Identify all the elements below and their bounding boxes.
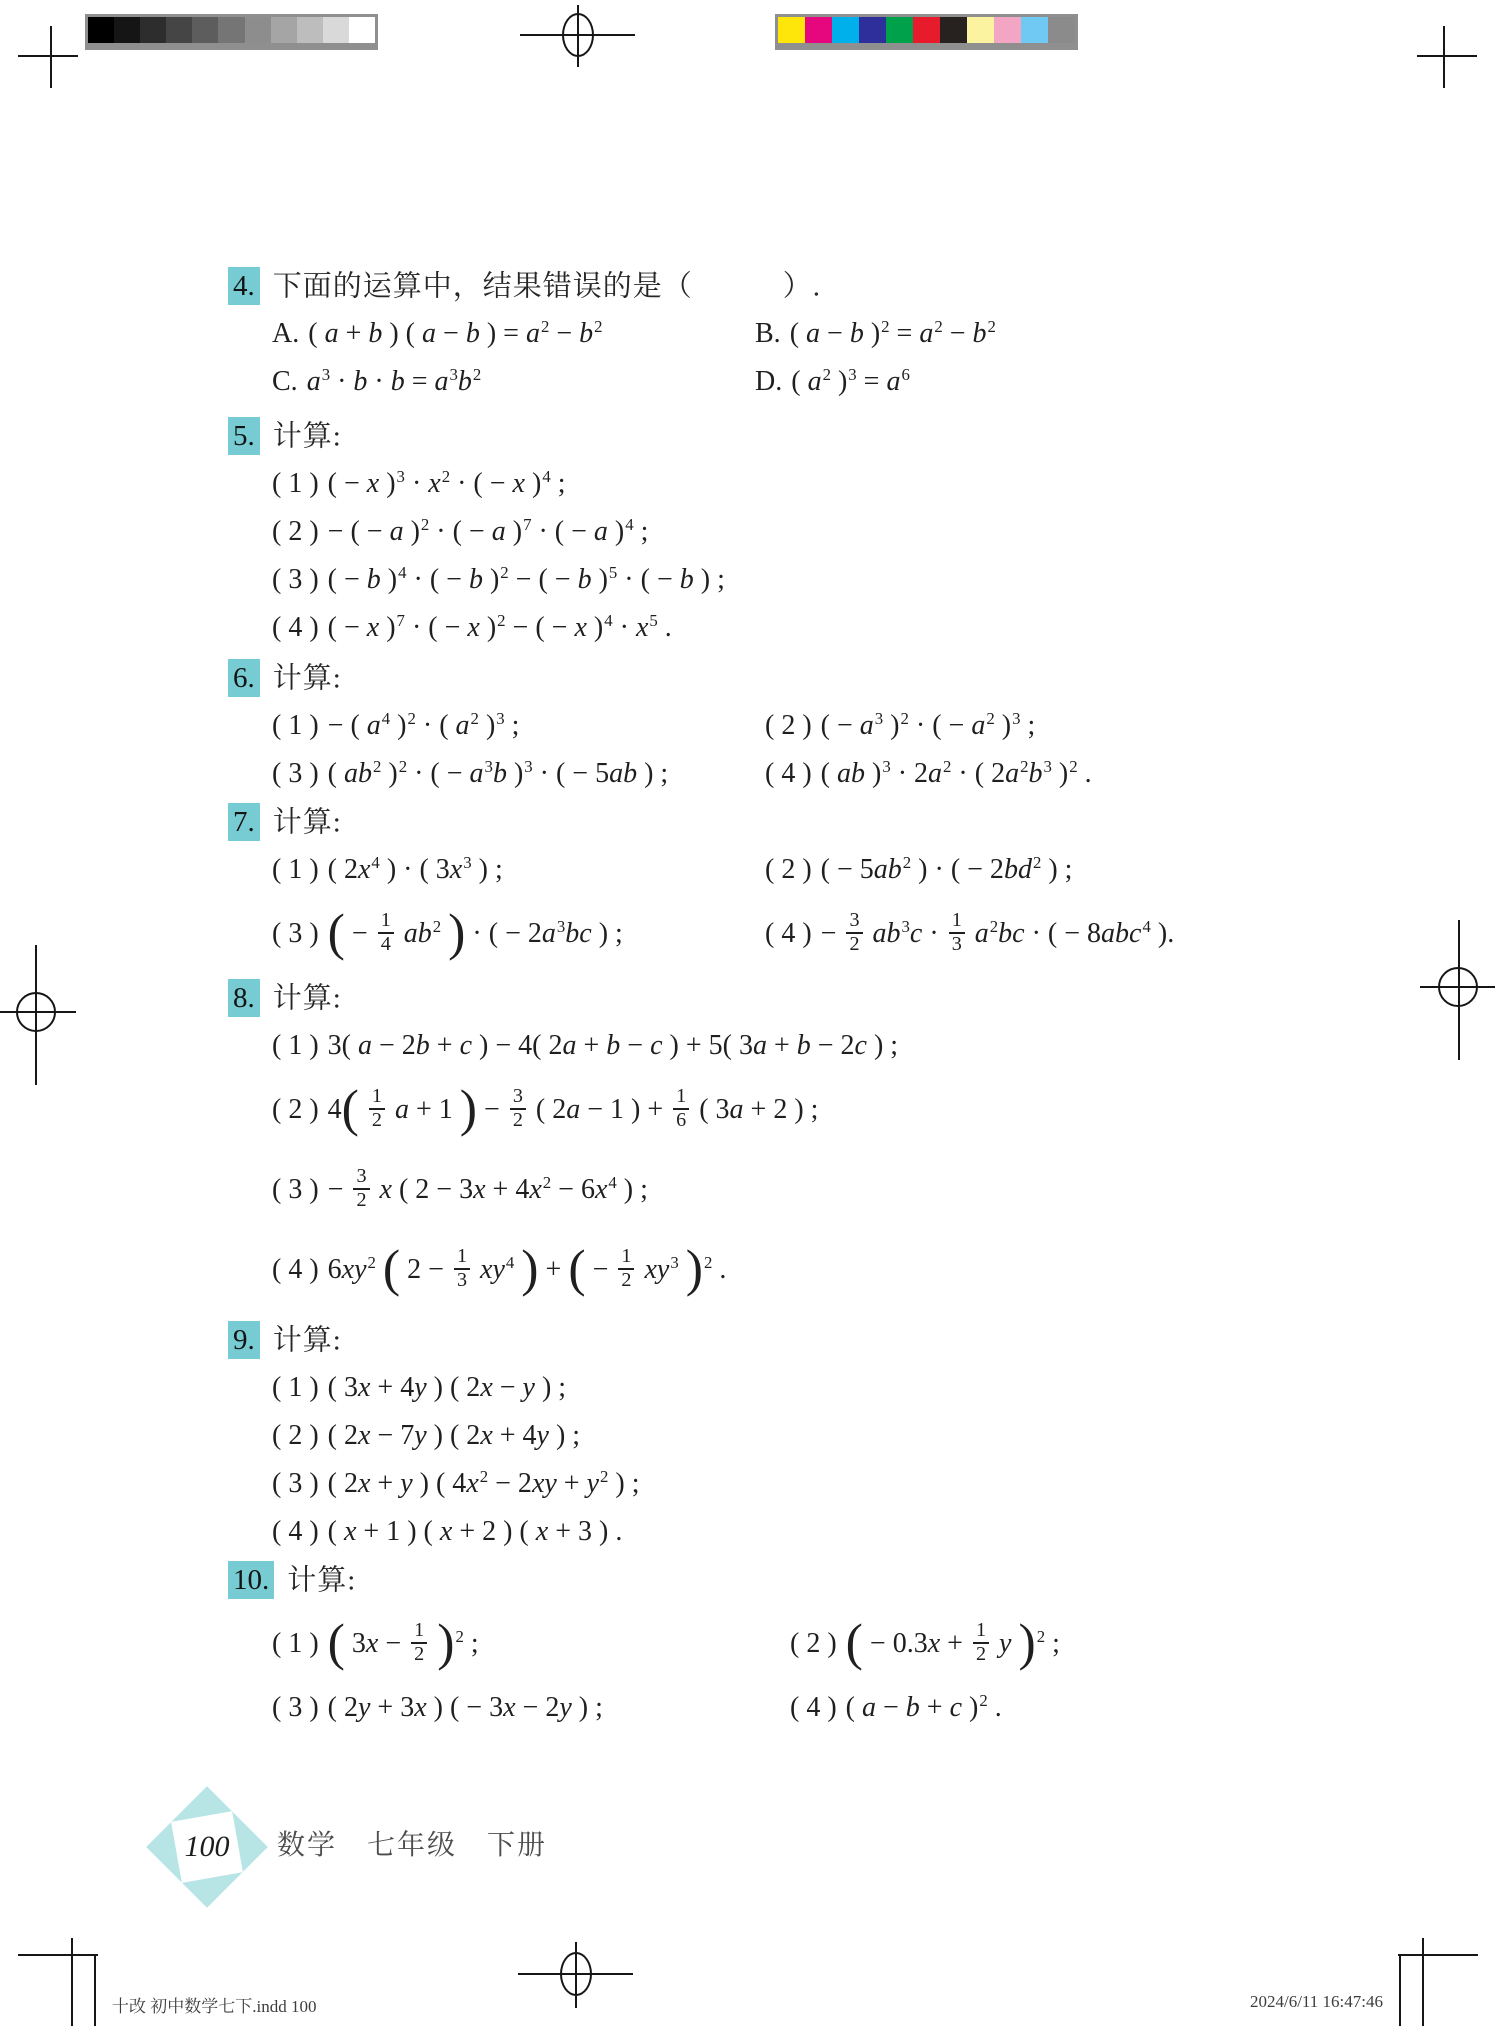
color-swatch [859, 17, 886, 43]
problem-item-row [228, 1412, 1303, 1460]
problem-item [272, 702, 765, 750]
problem-item [765, 750, 1303, 798]
item-expression: ( a − b + c )$^2$ . [845, 1690, 1002, 1723]
item-expression: − ( − a )$^2$ · ( − a )$^7$ · ( − a )$^4$ ; [327, 514, 649, 547]
item-expression: ( a + b ) ( a − b ) = $a^2 - b^2$ [308, 316, 603, 349]
problem-number-badge: 10. [228, 1561, 274, 1599]
problem-item-row [228, 1604, 1303, 1684]
problem-item-row [228, 604, 1303, 652]
item-expression: $a^3 \cdot b \cdot b = a^3b^2$ [306, 364, 482, 397]
item-tag: C. [272, 366, 298, 397]
color-swatch [805, 17, 832, 43]
item-expression: ( a − b )$^2 = a^2 - b^2$ [789, 316, 996, 349]
item-tag: A. [272, 318, 300, 349]
problem-7 [228, 798, 1303, 974]
item-expression: 3( a − 2b + c ) − 4( 2a + b − c ) + 5( 3a + b − 2c ) ; [327, 1030, 899, 1061]
problem-item [272, 468, 565, 499]
problem-8 [228, 974, 1303, 1310]
problem-item [272, 846, 765, 894]
imprint-filename: 十改 初中数学七下.indd 100 [112, 1997, 317, 2016]
problem-item-row [228, 1684, 1303, 1732]
problem-stem: 计算: [272, 806, 342, 839]
grayscale-swatch [88, 17, 114, 43]
grayscale-calibration-bar [85, 14, 378, 50]
problem-item-row [228, 750, 1303, 798]
problem-item-row [228, 846, 1303, 894]
problem-6 [228, 654, 1303, 798]
item-expression: ( 2x − 7y ) ( 2x + 4y ) ; [327, 1420, 581, 1451]
problem-number-badge: 7. [228, 803, 260, 841]
problem-item [272, 894, 765, 974]
problem-stem: 计算: [272, 982, 342, 1015]
item-tag: ( 1 ) [272, 854, 319, 885]
problem-item-row [228, 310, 1303, 358]
problem-item [765, 702, 1303, 750]
item-tag: ( 4 ) [272, 1254, 319, 1285]
problem-item [272, 750, 765, 798]
color-swatch [778, 17, 805, 43]
grayscale-swatch [245, 17, 271, 43]
grayscale-swatch [297, 17, 323, 43]
color-swatch [1048, 17, 1075, 43]
color-swatch [1021, 17, 1048, 43]
problem-item [272, 564, 725, 595]
problem-item-row [228, 1364, 1303, 1412]
item-expression: ( 3x − $\frac{1}{2}$ )$^2$ ; [327, 1614, 479, 1672]
problem-header [228, 412, 1303, 460]
problem-item [272, 358, 755, 406]
color-calibration-bar [775, 14, 1078, 50]
item-expression: ( − $a^3$ )$^2$ · ( − $a^2$ )$^3$ ; [820, 708, 1036, 741]
problem-item-row [228, 1070, 1303, 1150]
problem-item [272, 1420, 580, 1451]
item-tag: ( 1 ) [272, 1372, 319, 1403]
problem-number-badge: 9. [228, 1321, 260, 1359]
problem-item-row [228, 1150, 1303, 1230]
color-swatch [913, 17, 940, 43]
problem-item-row [228, 894, 1303, 974]
problem-item [272, 1240, 727, 1298]
item-tag: ( 1 ) [272, 468, 319, 499]
problem-5 [228, 412, 1303, 652]
item-tag: ( 2 ) [765, 854, 812, 885]
item-expression: 4( $\frac{1}{2}$ a + 1 ) − $\frac{3}{2}$ ( 2a − 1 ) + $\frac{1}{6}$ ( 3a + 2 ) ; [327, 1080, 819, 1138]
item-expression: ( − x )$^7$ · ( − x )$^2$ − ( − x )$^4 \cdot x^5$ . [327, 610, 672, 643]
problem-item [272, 1468, 640, 1499]
item-tag: ( 4 ) [790, 1692, 837, 1723]
problem-header [228, 798, 1303, 846]
problem-stem: 下面的运算中，结果错误的是（ ）. [272, 270, 822, 303]
item-expression: ( − b )$^4$ · ( − b )$^2$ − ( − b )$^5$ · ( − b ) ; [327, 562, 725, 595]
grayscale-swatch [323, 17, 349, 43]
item-tag: ( 4 ) [272, 1516, 319, 1547]
problem-header [228, 1556, 1303, 1604]
item-tag: B. [755, 318, 781, 349]
problem-item-row [228, 556, 1303, 604]
page-number: 100 [184, 1830, 230, 1863]
item-expression: ( 3x + 4y ) ( 2x − y ) ; [327, 1372, 567, 1403]
problem-header [228, 974, 1303, 1022]
grayscale-swatch [140, 17, 166, 43]
problem-item [272, 516, 648, 547]
problem-header [228, 654, 1303, 702]
book-label: 数学 七年级 下册 [277, 1830, 548, 1861]
item-tag: ( 2 ) [272, 516, 319, 547]
problem-10 [228, 1556, 1303, 1732]
grayscale-swatch [192, 17, 218, 43]
problem-item [272, 1164, 648, 1211]
problem-item [272, 1516, 622, 1547]
item-tag: ( 1 ) [272, 1628, 319, 1659]
color-swatch [994, 17, 1021, 43]
problem-item-row [228, 702, 1303, 750]
problem-number-badge: 8. [228, 979, 260, 1017]
item-tag: ( 4 ) [272, 612, 319, 643]
problem-number-badge: 6. [228, 659, 260, 697]
problem-header [228, 1316, 1303, 1364]
problem-item [755, 310, 1303, 358]
problem-item-row [228, 1230, 1303, 1310]
problem-item [790, 1604, 1303, 1684]
item-tag: ( 3 ) [272, 1174, 319, 1205]
item-tag: ( 3 ) [272, 1468, 319, 1499]
item-expression: ( − $5ab^2$ ) · ( − $2bd^2$ ) ; [820, 852, 1073, 885]
problem-number-badge: 5. [228, 417, 260, 455]
color-swatch [832, 17, 859, 43]
item-expression: ( ab )$^3 \cdot 2a^2$ · ( $2a^2b^3$ )$^2$ . [820, 756, 1092, 789]
problem-item-row [228, 1460, 1303, 1508]
problems-list [228, 262, 1303, 1732]
problem-item-row [228, 1022, 1303, 1070]
item-expression: $6xy^2$ ( 2 − $\frac{1}{3}$ $xy^4$ ) + ( − $\frac{1}{2}$ $xy^3$ )$^2$ . [327, 1240, 727, 1298]
item-expression: − $\frac{3}{2}$ x ( $2 - 3x + 4x^2 - 6x^4$ ) ; [327, 1164, 648, 1211]
problem-item-row [228, 460, 1303, 508]
item-tag: ( 4 ) [765, 758, 812, 789]
item-tag: ( 2 ) [765, 710, 812, 741]
item-expression: ( − 0.3x + $\frac{1}{2}$ y )$^2$ ; [845, 1614, 1060, 1672]
item-tag: ( 1 ) [272, 710, 319, 741]
item-tag: ( 1 ) [272, 1030, 319, 1061]
problem-item [272, 612, 672, 643]
problem-item [272, 310, 755, 358]
problem-item [272, 1030, 898, 1061]
problem-stem: 计算: [272, 1324, 342, 1357]
item-tag: ( 2 ) [272, 1094, 319, 1125]
item-expression: ( 2y + 3x ) ( − 3x − 2y ) ; [327, 1692, 603, 1723]
grayscale-swatch [166, 17, 192, 43]
item-tag: ( 2 ) [272, 1420, 319, 1451]
item-expression: ( − x )$^3 \cdot x^2$ · ( − x )$^4$ ; [327, 466, 566, 499]
problem-item-row [228, 358, 1303, 406]
imprint-timestamp: 2024/6/11 16:47:46 [1249, 1992, 1383, 2011]
item-tag: ( 3 ) [272, 758, 319, 789]
problem-item-row [228, 1508, 1303, 1556]
color-swatch [967, 17, 994, 43]
item-expression: ( $ab^2$ )$^2$ · ( − $a^3b$ )$^3$ · ( − 5ab ) ; [327, 756, 669, 789]
problem-item [765, 846, 1303, 894]
problem-item [755, 358, 1303, 406]
item-tag: ( 3 ) [272, 564, 319, 595]
grayscale-swatch [349, 17, 375, 43]
item-expression: ( − $\frac{1}{4}$ $ab^2$ ) · ( − $2a^3bc$ ) ; [327, 904, 623, 962]
item-expression: ( $a^2$ )$^3 = a^6$ [791, 364, 910, 397]
item-expression: ( $2x^4$ ) · ( $3x^3$ ) ; [327, 852, 503, 885]
problem-item [272, 1372, 566, 1403]
problem-item [272, 1684, 790, 1732]
problem-item-row [228, 508, 1303, 556]
problem-9 [228, 1316, 1303, 1556]
grayscale-swatch [218, 17, 244, 43]
problem-stem: 计算: [272, 662, 342, 695]
item-tag: ( 4 ) [765, 918, 812, 949]
problem-number-badge: 4. [228, 267, 260, 305]
problem-item [272, 1604, 790, 1684]
item-expression: ( 2x + y ) ( $4x^2 - 2xy + y^2$ ) ; [327, 1466, 640, 1499]
problem-item [272, 1080, 819, 1138]
item-tag: ( 3 ) [272, 918, 319, 949]
item-tag: D. [755, 366, 783, 397]
item-expression: − ( $a^4$ )$^2$ · ( $a^2$ )$^3$ ; [327, 708, 520, 741]
item-expression: − $\frac{3}{2}$ $ab^3c$ · $\frac{1}{3}$ $a^2bc$ · ( − 8abc$^4$ ). [820, 908, 1175, 955]
problem-item [790, 1684, 1303, 1732]
problem-stem: 计算: [272, 420, 342, 453]
color-swatch [886, 17, 913, 43]
item-tag: ( 2 ) [790, 1628, 837, 1659]
problem-item [765, 894, 1303, 974]
problem-stem: 计算: [287, 1564, 357, 1597]
item-tag: ( 3 ) [272, 1692, 319, 1723]
problem-header [228, 262, 1303, 310]
color-swatch [940, 17, 967, 43]
grayscale-swatch [114, 17, 140, 43]
problem-4 [228, 262, 1303, 406]
grayscale-swatch [271, 17, 297, 43]
item-expression: ( x + 1 ) ( x + 2 ) ( x + 3 ) . [327, 1516, 623, 1547]
